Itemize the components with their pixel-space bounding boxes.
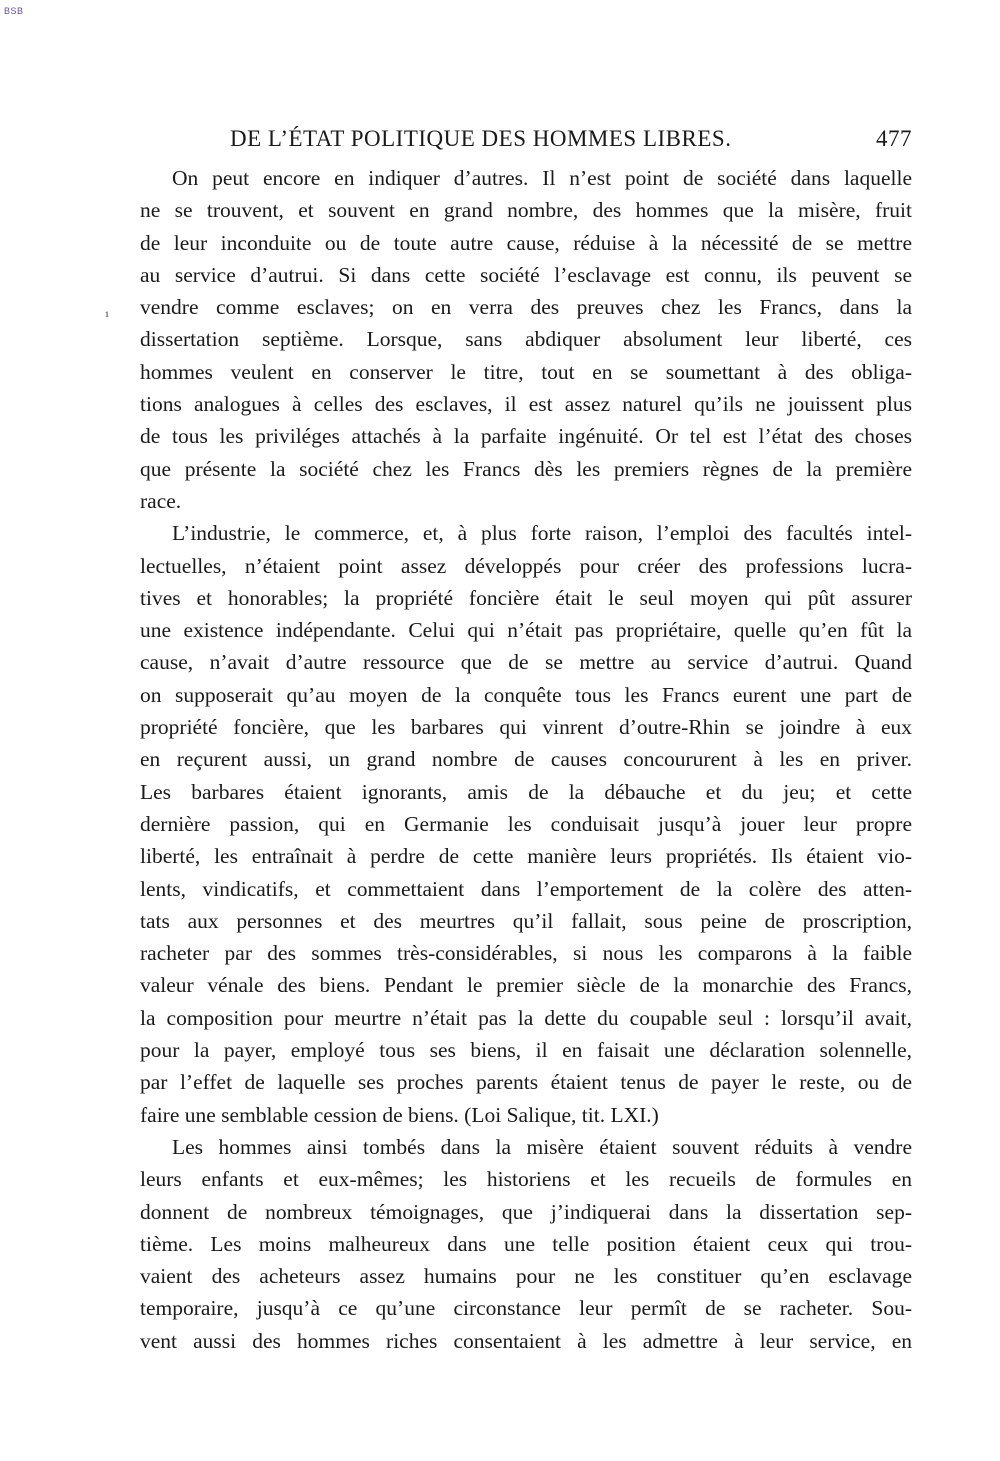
text-line: dernière passion, qui en Germanie les conduisait jusqu’à jouer leur propre xyxy=(140,811,912,836)
text-line: que présente la société chez les Francs dès les premiers règnes de la première xyxy=(140,456,912,481)
text-line: vendre comme esclaves; on en verra des preuves chez les Francs, dans la xyxy=(140,295,912,320)
text-line: tives et honorables; la propriété foncière était le seul moyen qui pût assurer xyxy=(140,585,912,610)
text-line: propriété foncière, que les barbares qui vinrent d’outre-Rhin se joindre à eux xyxy=(140,715,912,740)
text-line: la composition pour meurtre n’était pas la dette du coupable seul : lorsqu’il avait, xyxy=(140,1005,912,1030)
text-line: tième. Les moins malheureux dans une telle position étaient ceux qui trou- xyxy=(140,1231,912,1256)
running-head xyxy=(140,126,912,162)
text-line: leurs enfants et eux-mêmes; les historiens et les recueils de formules en xyxy=(140,1167,912,1192)
text-line: en reçurent aussi, un grand nombre de causes concoururent à les en priver. xyxy=(140,747,912,772)
text-block xyxy=(140,162,912,1357)
text-line: tions analogues à celles des esclaves, il est assez naturel qu’ils ne jouissent plus xyxy=(140,392,912,417)
text-line: temporaire, jusqu’à ce qu’une circonstance leur permît de se racheter. Sou- xyxy=(140,1296,912,1321)
text-line: lents, vindicatifs, et commettaient dans l’emportement de la colère des atten- xyxy=(140,876,912,901)
margin-mark: ¹ xyxy=(105,310,110,325)
text-line: dissertation septième. Lorsque, sans abdiquer absolument leur liberté, ces xyxy=(140,327,912,352)
text-line: une existence indépendante. Celui qui n’était pas propriétaire, quelle qu’en fût la xyxy=(140,618,912,643)
text-line: vaient des acheteurs assez humains pour ne les constituer qu’en esclavage xyxy=(140,1264,912,1289)
text-line: L’industrie, le commerce, et, à plus forte raison, l’emploi des facultés intel- xyxy=(172,521,912,546)
text-line: pour la payer, employé tous ses biens, il en faisait une déclaration solennelle, xyxy=(140,1038,912,1063)
text-line: hommes veulent en conserver le titre, tout en se soumettant à des obliga- xyxy=(140,359,912,384)
text-line: de leur inconduite ou de toute autre cause, réduise à la nécessité de se mettre xyxy=(140,230,912,255)
text-line: cause, n’avait d’autre ressource que de se mettre au service d’autrui. Quand xyxy=(140,650,912,675)
running-head-title: DE L’ÉTAT POLITIQUE DES HOMMES LIBRES. xyxy=(230,126,732,151)
text-line: ne se trouvent, et souvent en grand nombre, des hommes que la misère, fruit xyxy=(140,198,912,223)
text-line: tats aux personnes et des meurtres qu’il fallait, sous peine de proscription, xyxy=(140,908,912,933)
page-number: 477 xyxy=(876,126,912,151)
text-line: de tous les priviléges attachés à la parfaite ingénuité. Or tel est l’état des choses xyxy=(140,424,912,449)
text-line: liberté, les entraînait à perdre de cette manière leurs propriétés. Ils étaient vio- xyxy=(140,844,912,869)
text-line: on supposerait qu’au moyen de la conquête tous les Francs eurent une part de xyxy=(140,682,912,707)
text-line: lectuelles, n’étaient point assez développés pour créer des professions lucra- xyxy=(140,553,912,578)
text-line: par l’effet de laquelle ses proches parents étaient tenus de payer le reste, ou de xyxy=(140,1070,912,1095)
text-line: Les hommes ainsi tombés dans la misère étaient souvent réduits à vendre xyxy=(172,1134,912,1159)
text-line: race. xyxy=(140,488,182,513)
text-line: faire une semblable cession de biens. (Loi Salique, tit. LXI.) xyxy=(140,1102,659,1127)
text-line: Les barbares étaient ignorants, amis de la débauche et du jeu; et cette xyxy=(140,779,912,804)
text-line: racheter par des sommes très-considérables, si nous les comparons à la faible xyxy=(140,941,912,966)
library-stamp: BSB xyxy=(4,6,24,16)
text-line: valeur vénale des biens. Pendant le premier siècle de la monarchie des Francs, xyxy=(140,973,912,998)
text-line: au service d’autrui. Si dans cette société l’esclavage est connu, ils peuvent se xyxy=(140,262,912,287)
text-line: On peut encore en indiquer d’autres. Il n’est point de société dans laquelle xyxy=(172,166,912,190)
text-line: vent aussi des hommes riches consentaient à les admettre à leur service, en xyxy=(140,1328,912,1353)
page-body xyxy=(140,126,912,1357)
text-line: donnent de nombreux témoignages, que j’indiquerai dans la dissertation sep- xyxy=(140,1199,912,1224)
